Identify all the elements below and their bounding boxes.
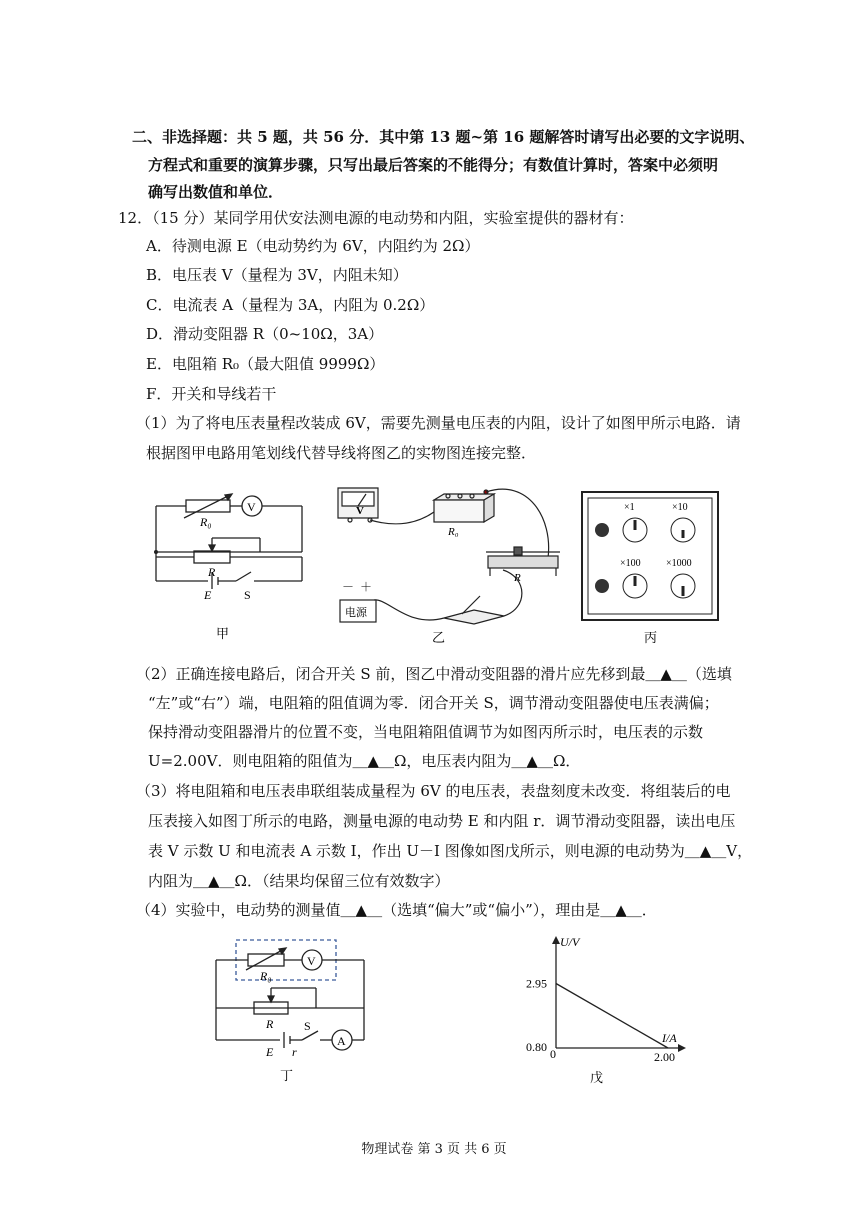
ding-caption: 丁 [280,1068,294,1083]
yi-minus-label: － [342,580,355,594]
bing-dial-x1: ×1 [624,502,635,513]
bing-caption: 丙 [644,630,658,645]
option-d: D．滑动变阻器 R（0~10Ω，3A） [146,325,384,343]
part3-line-4: 内阻为＿▲＿Ω．（结果均保留三位有效数字） [148,872,450,890]
chart-y-origin-label: 0.80 [526,1040,547,1054]
chart-y-axis-arrow [552,936,560,944]
ding-r0-label: R₀ [260,969,272,983]
option-c: C．电流表 A（量程为 3A，内阻为 0.2Ω） [146,296,435,314]
part1-line-2: 根据图甲电路用笔划线代替导线将图乙的实物图连接完整． [146,444,537,462]
part4-line-1: （4）实验中，电动势的测量值＿▲＿（选填“偏大”或“偏小”），理由是＿▲＿． [136,901,657,919]
figure-ding-circuit [208,936,373,1086]
page-footer: 物理试卷 第 3 页 共 6 页 [361,1142,507,1157]
section-heading-line-2: 方程式和重要的演算步骤，只写出最后答案的不能得分；有数值计算时，答案中必须明 [148,156,719,174]
jia-v-label: V [247,500,256,514]
figure-yi-apparatus [328,478,568,648]
yi-r0-label: R₀ [448,526,459,538]
bing-dial-x10: ×10 [672,502,688,513]
jia-r-label: R [208,565,216,579]
bing-dial-x100: ×100 [620,558,641,569]
jia-e-label: E [204,588,212,602]
ding-r-internal-label: r [292,1045,297,1059]
ding-v-label: V [307,954,316,968]
chart-ylabel: U/V [560,935,580,949]
option-f: F．开关和导线若干 [146,385,277,403]
yi-r-label: R [514,572,521,584]
option-b: B．电压表 V（量程为 3V，内阻未知） [146,266,408,284]
ding-a-label: A [337,1034,346,1048]
chart-x-tick-label: 2.00 [654,1050,675,1064]
part3-line-1: （3）将电阻箱和电压表串联组装成量程为 6V 的电压表，表盘刻度未改变．将组装后的电 [136,782,731,800]
part2-line-2: “左”或“右”）端，电阻箱的阻值调为零．闭合开关 S，调节滑动变阻器使电压表满偏； [148,694,719,712]
yi-plus-label: ＋ [360,580,373,594]
option-e: E．电阻箱 R₀（最大阻值 9999Ω） [146,355,385,373]
section-heading-line-3: 确写出数值和单位． [148,183,284,201]
ding-s-label: S [304,1019,311,1033]
chart-xlabel: I/A [662,1031,677,1045]
chart-y-tick-label: 2.95 [526,976,547,991]
jia-s-label: S [244,588,251,602]
figure-jia-circuit [148,484,313,644]
wu-caption: 戊 [590,1070,604,1085]
section-heading-line-1: 二、非选择题：共 5 题，共 56 分．其中第 13 题~第 16 题解答时请写出必要的文字说明、 [132,128,755,146]
yi-v-label: V [356,505,364,517]
part3-line-2: 压表接入如图丁所示的电路，测量电源的电动势 E 和内阻 r．调节滑动变阻器，读出电压 [148,812,736,830]
figure-bing-resistance-box [580,490,720,648]
part1-line-1: （1）为了将电压表量程改装成 6V，需要先测量电压表的内阻，设计了如图甲所示电路．请 [136,414,741,432]
ding-e-label: E [266,1045,274,1059]
jia-r0-label: R₀ [200,515,212,529]
yi-caption: 乙 [432,630,446,645]
part2-line-4: U=2.00V．则电阻箱的阻值为＿▲＿Ω，电压表内阻为＿▲＿Ω． [148,752,581,770]
ding-r-label: R [266,1017,274,1031]
jia-caption: 甲 [216,626,230,641]
figure-wu-ui-chart [520,930,700,1090]
bing-dial-x1000: ×1000 [666,558,692,569]
part2-line-1: （2）正确连接电路后，闭合开关 S 前，图乙中滑动变阻器的滑片应先移到最＿▲＿（选填 [136,665,732,683]
option-a: A．待测电源 E（电动势约为 6V，内阻约为 2Ω） [146,237,480,255]
chart-origin-label: 0 [550,1047,556,1061]
question-stem: 12．（15 分）某同学用伏安法测电源的电动势和内阻，实验室提供的器材有： [118,209,634,227]
chart-x-axis-arrow [678,1044,686,1052]
part3-line-3: 表 V 示数 U 和电流表 A 示数 I，作出 U－I 图像如图戊所示，则电源的电动势为＿▲＿V， [148,842,753,860]
yi-source-label: 电源 [345,607,367,619]
part2-line-3: 保持滑动变阻器滑片的位置不变，当电阻箱阻值调节为如图丙所示时，电压表的示数 [148,723,704,741]
chart-series-line [556,984,668,1049]
